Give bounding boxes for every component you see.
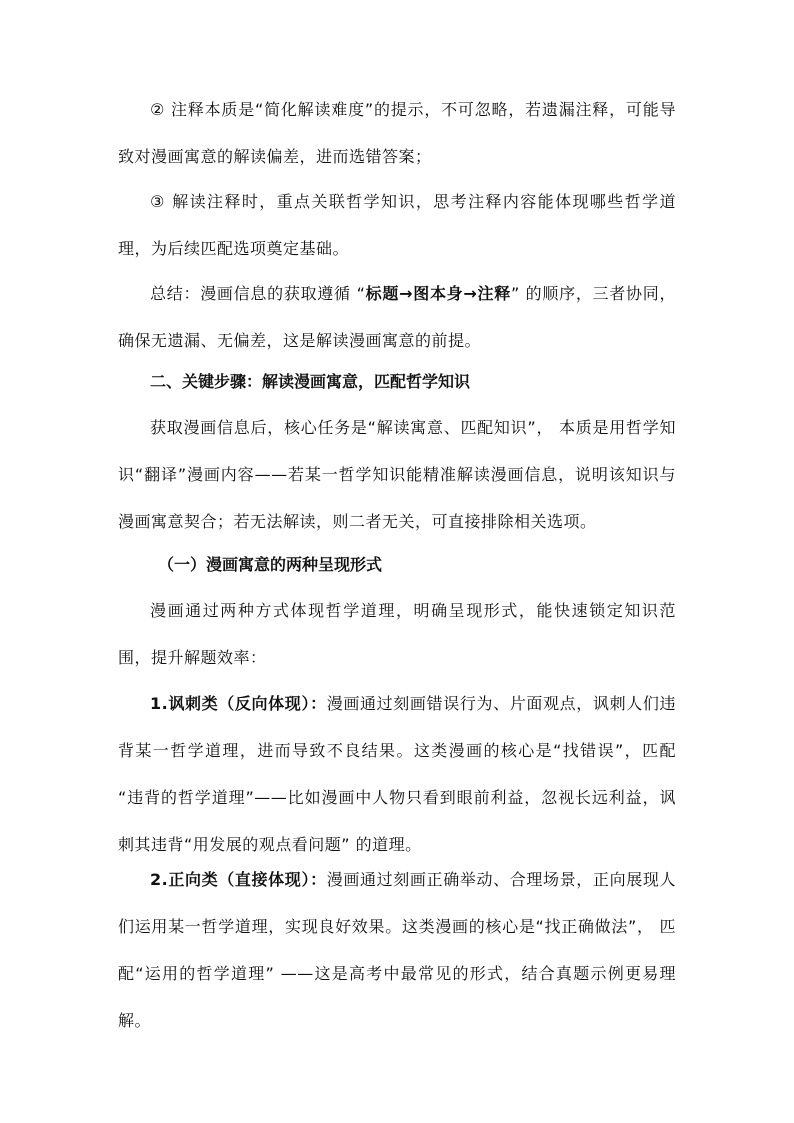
paragraph-two-forms: 漫画通过两种方式体现哲学道理，明确呈现形式，能快速锁定知识范围，提升解题效率： (118, 601, 676, 667)
paragraph-core-task: 获取漫画信息后，核心任务是“解读寓意、匹配知识”， 本质是用哲学知识“翻译”漫画内容——若某一哲学知识能精准解读漫画信息，说明该知识与漫画寓意契合；若无法解读，则二者无关，可直接排除相关选项。 (118, 418, 676, 531)
positive-type-text: 漫画通过刻画正确举动、合理场景，正向展现人们运用某一哲学道理，实现良好效果。这类漫画的核心是“找正确做法”， 匹配“运用的哲学道理” ——这是高考中最常见的形式，结合真题示例更易理解。 (118, 870, 676, 1030)
paragraph-positive-type (118, 856, 676, 1044)
positive-type-label: 2.正向类（直接体现）： (150, 870, 327, 889)
paragraph-summary (118, 270, 676, 364)
summary-bold-order: 标题→图本身→注释 (365, 284, 512, 303)
satire-type-text: 漫画通过刻画错误行为、片面观点，讽刺人们违背某一哲学道理，进而导致不良结果。这类漫画的核心是“找错误”，匹配 “违背的哲学道理”——比如漫画中人物只看到眼前利益，忽视长远利益，讽刺其违背“用发展的观点看问题” 的道理。 (118, 694, 676, 854)
summary-text-start: 总结：漫画信息的获取遵循 “ (150, 284, 366, 303)
satire-type-label: 1.讽刺类（反向体现）： (150, 694, 327, 713)
paragraph-annotation-essence: ② 注释本质是“简化解读难度”的提示，不可忽略，若遗漏注释，可能导致对漫画寓意的解读偏差，进而选错答案； (118, 100, 676, 166)
paragraph-satire-type (118, 680, 676, 868)
summary-text-end: ” 的顺序，三者协同，确保无遗漏、无偏差，这是解读漫画寓意的前提。 (118, 284, 676, 350)
subsection-heading-one: （一）漫画寓意的两种呈现形式 (158, 555, 383, 574)
section-heading-two: 二、关键步骤：解读漫画寓意，匹配哲学知识 (150, 372, 471, 391)
paragraph-annotation-reading: ③ 解读注释时，重点关联哲学知识，思考注释内容能体现哪些哲学道理，为后续匹配选项奠定基础。 (118, 192, 676, 258)
